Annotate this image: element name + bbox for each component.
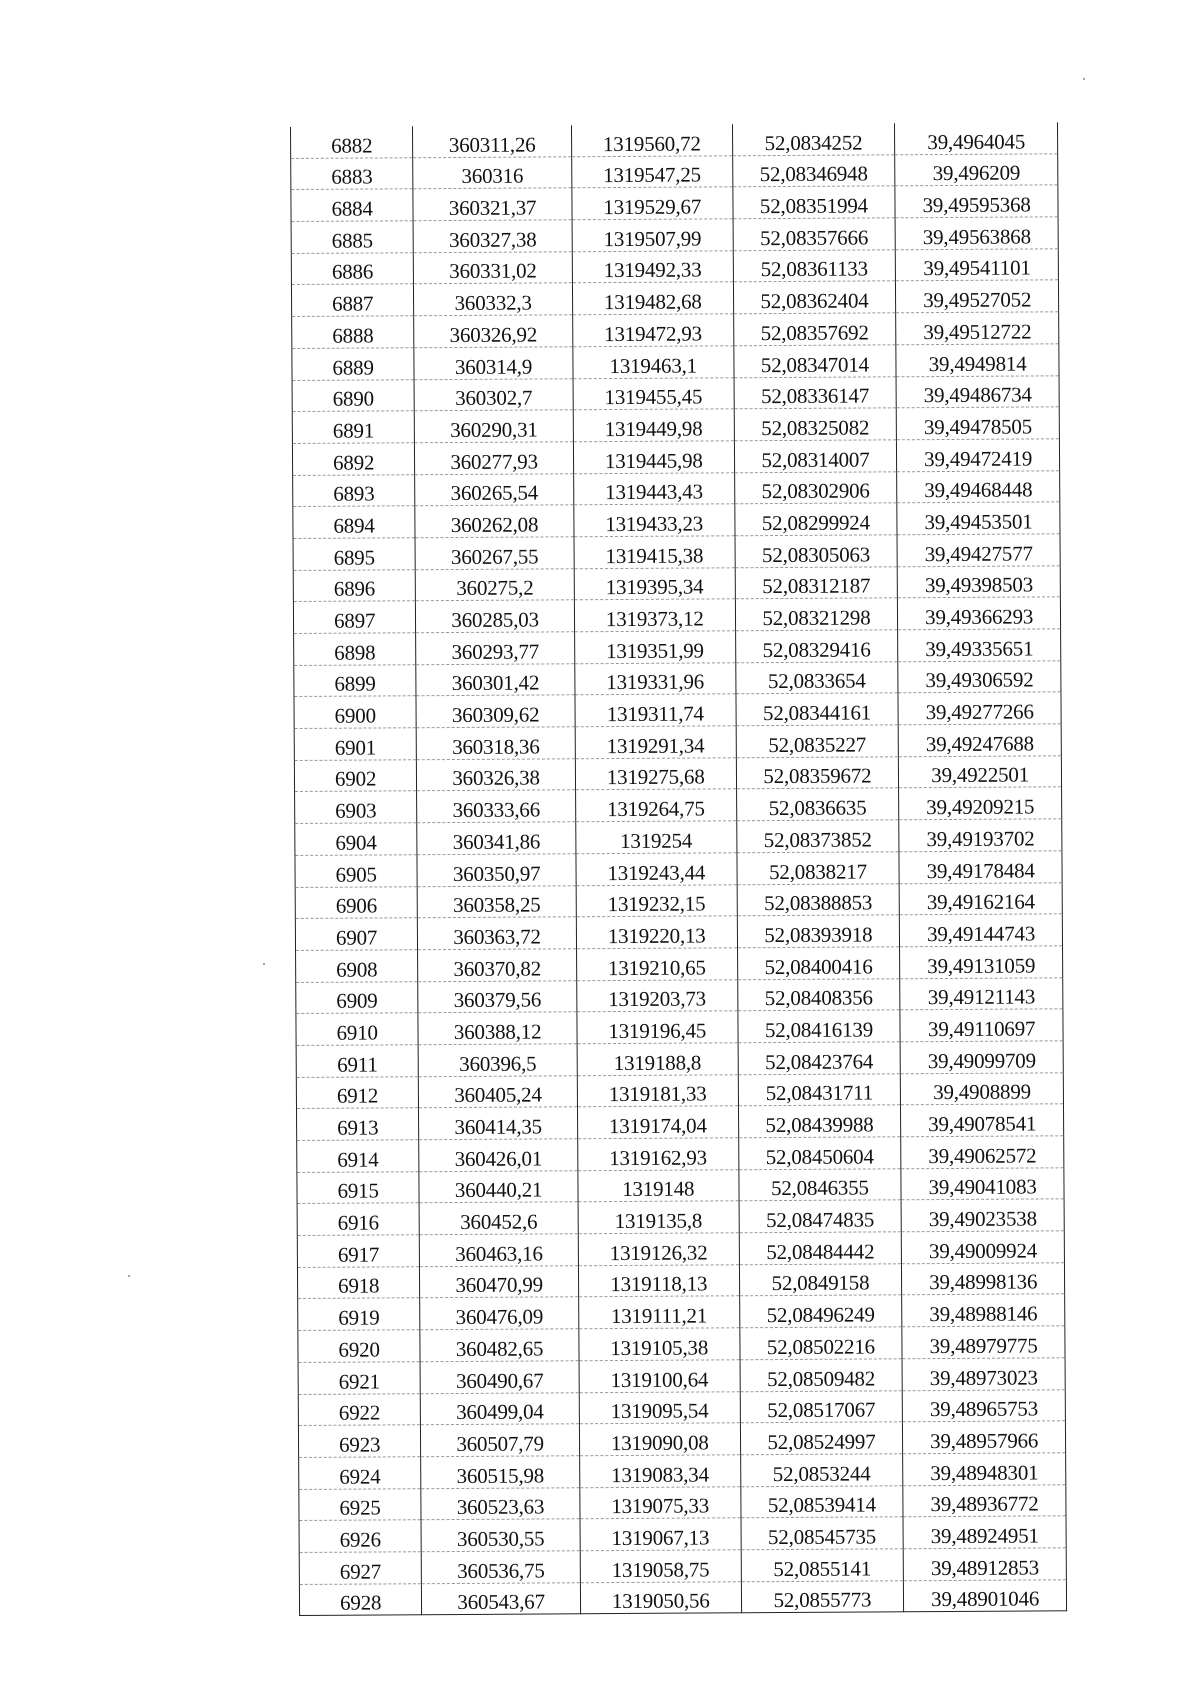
- y-coordinate-cell: 1319443,43: [574, 472, 735, 505]
- y-coordinate-cell: 1319083,34: [580, 1455, 741, 1488]
- latitude-cell: 52,0846355: [738, 1168, 901, 1201]
- x-coordinate-cell: 360405,24: [419, 1075, 578, 1108]
- longitude-cell: 39,4922501: [899, 756, 1062, 789]
- x-coordinate-cell: 360309,62: [416, 695, 575, 728]
- x-coordinate-cell: 360290,31: [415, 410, 574, 443]
- longitude-cell: 39,49398503: [897, 565, 1060, 598]
- table-row: [296, 946, 1063, 982]
- longitude-cell: 39,49541101: [896, 249, 1059, 282]
- y-coordinate-cell: 1319100,64: [579, 1360, 740, 1393]
- x-coordinate-cell: 360326,92: [414, 315, 573, 348]
- x-coordinate-cell: 360440,21: [419, 1170, 578, 1203]
- longitude-cell: 39,49453501: [897, 502, 1060, 535]
- point-number-cell: 6886: [291, 252, 413, 284]
- latitude-cell: 52,0835227: [736, 725, 899, 758]
- point-number-cell: 6915: [297, 1171, 419, 1203]
- x-coordinate-cell: 360426,01: [419, 1139, 578, 1172]
- longitude-cell: 39,48973023: [902, 1358, 1065, 1391]
- x-coordinate-cell: 360463,16: [420, 1234, 579, 1267]
- y-coordinate-cell: 1319243,44: [576, 853, 737, 886]
- latitude-cell: 52,08408356: [737, 978, 900, 1011]
- point-number-cell: 6896: [293, 569, 415, 601]
- latitude-cell: 52,08344161: [736, 693, 899, 726]
- latitude-cell: 52,08373852: [736, 820, 899, 853]
- longitude-cell: 39,49041083: [901, 1167, 1064, 1200]
- longitude-cell: 39,49062572: [901, 1136, 1064, 1169]
- y-coordinate-cell: 1319415,38: [574, 536, 735, 569]
- latitude-cell: 52,08351994: [732, 186, 895, 219]
- point-number-cell: 6918: [297, 1266, 419, 1298]
- table-row: [292, 439, 1059, 475]
- point-number-cell: 6885: [291, 221, 413, 253]
- x-coordinate-cell: 360530,55: [421, 1519, 580, 1552]
- point-number-cell: 6892: [292, 443, 414, 475]
- x-coordinate-cell: 360341,86: [417, 822, 576, 855]
- longitude-cell: 39,49099709: [900, 1041, 1063, 1074]
- longitude-cell: 39,49131059: [900, 946, 1063, 979]
- longitude-cell: 39,49306592: [898, 660, 1061, 693]
- y-coordinate-cell: 1319275,68: [575, 758, 736, 791]
- y-coordinate-cell: 1319492,33: [572, 251, 733, 284]
- longitude-cell: 39,49247688: [898, 724, 1061, 757]
- latitude-cell: 52,0853244: [740, 1454, 903, 1487]
- x-coordinate-cell: 360321,37: [413, 188, 572, 221]
- table-row: [295, 882, 1062, 918]
- longitude-cell: 39,4964045: [895, 122, 1058, 154]
- point-number-cell: 6911: [296, 1045, 418, 1077]
- point-number-cell: 6888: [292, 316, 414, 348]
- table-row: [296, 977, 1063, 1013]
- x-coordinate-cell: 360363,72: [418, 917, 577, 950]
- x-coordinate-cell: 360370,82: [418, 949, 577, 982]
- y-coordinate-cell: 1319373,12: [574, 599, 735, 632]
- latitude-cell: 52,0836635: [736, 788, 899, 821]
- longitude-cell: 39,48948301: [903, 1453, 1066, 1486]
- x-coordinate-cell: 360314,9: [414, 347, 573, 380]
- y-coordinate-cell: 1319210,65: [576, 948, 737, 981]
- latitude-cell: 52,0834252: [732, 123, 895, 155]
- table-row: [298, 1294, 1065, 1330]
- y-coordinate-cell: 1319331,96: [575, 662, 736, 695]
- y-coordinate-cell: 1319291,34: [575, 726, 736, 759]
- y-coordinate-cell: 1319395,34: [574, 567, 735, 600]
- latitude-cell: 52,0833654: [735, 661, 898, 694]
- longitude-cell: 39,49023538: [901, 1199, 1064, 1232]
- table-row: [297, 1231, 1064, 1267]
- y-coordinate-cell: 1319560,72: [571, 124, 732, 156]
- latitude-cell: 52,08302906: [734, 471, 897, 504]
- x-coordinate-cell: 360543,67: [422, 1582, 581, 1615]
- table-row: [291, 185, 1058, 221]
- table-row: [296, 1041, 1063, 1077]
- table-row: [299, 1548, 1066, 1584]
- table-row: [292, 344, 1059, 380]
- table-row: [299, 1484, 1066, 1520]
- table-row: [298, 1358, 1065, 1394]
- point-number-cell: 6889: [292, 348, 414, 380]
- table-row: [296, 1072, 1063, 1108]
- table-row: [292, 375, 1059, 411]
- longitude-cell: 39,49277266: [898, 692, 1061, 725]
- point-number-cell: 6914: [297, 1140, 419, 1172]
- latitude-cell: 52,08423764: [738, 1042, 901, 1075]
- longitude-cell: 39,49427577: [897, 534, 1060, 567]
- latitude-cell: 52,08474835: [739, 1200, 902, 1233]
- table-row: [291, 217, 1058, 253]
- latitude-cell: 52,08359672: [736, 757, 899, 790]
- point-number-cell: 6917: [297, 1235, 419, 1267]
- point-number-cell: 6909: [296, 981, 418, 1013]
- latitude-cell: 52,08539414: [740, 1485, 903, 1518]
- x-coordinate-cell: 360331,02: [414, 252, 573, 285]
- x-coordinate-cell: 360302,7: [414, 378, 573, 411]
- table-row: [294, 660, 1061, 696]
- y-coordinate-cell: 1319311,74: [575, 694, 736, 727]
- table-row: [293, 597, 1060, 633]
- y-coordinate-cell: 1319067,13: [580, 1518, 741, 1551]
- latitude-cell: 52,08325082: [734, 408, 897, 441]
- x-coordinate-cell: 360358,25: [417, 885, 576, 918]
- table-row: [291, 153, 1058, 189]
- coordinates-table-body: [291, 122, 1067, 1615]
- point-number-cell: 6927: [299, 1552, 421, 1584]
- x-coordinate-cell: 360293,77: [416, 632, 575, 665]
- point-number-cell: 6890: [292, 379, 414, 411]
- latitude-cell: 52,08517067: [740, 1390, 903, 1423]
- y-coordinate-cell: 1319264,75: [575, 789, 736, 822]
- x-coordinate-cell: 360267,55: [415, 537, 574, 570]
- longitude-cell: 39,48979775: [902, 1326, 1065, 1359]
- table-row: [293, 565, 1060, 601]
- x-coordinate-cell: 360326,38: [417, 759, 576, 792]
- table-row: [292, 312, 1059, 348]
- latitude-cell: 52,08357666: [733, 218, 896, 251]
- point-number-cell: 6884: [291, 189, 413, 221]
- y-coordinate-cell: 1319090,08: [579, 1423, 740, 1456]
- x-coordinate-cell: 360265,54: [415, 473, 574, 506]
- table-row: [294, 629, 1061, 665]
- y-coordinate-cell: 1319220,13: [576, 916, 737, 949]
- point-number-cell: 6907: [295, 918, 417, 950]
- x-coordinate-cell: 360470,99: [420, 1266, 579, 1299]
- point-number-cell: 6916: [297, 1203, 419, 1235]
- x-coordinate-cell: 360301,42: [416, 663, 575, 696]
- point-number-cell: 6908: [296, 950, 418, 982]
- table-row: [293, 470, 1060, 506]
- point-number-cell: 6897: [293, 601, 415, 633]
- point-number-cell: 6898: [294, 633, 416, 665]
- table-row: [294, 724, 1061, 760]
- longitude-cell: 39,48924951: [903, 1516, 1066, 1549]
- latitude-cell: 52,08400416: [737, 947, 900, 980]
- y-coordinate-cell: 1319196,45: [577, 1011, 738, 1044]
- y-coordinate-cell: 1319232,15: [576, 884, 737, 917]
- latitude-cell: 52,08416139: [737, 1010, 900, 1043]
- coordinates-table: [290, 122, 1067, 1616]
- longitude-cell: 39,48988146: [902, 1294, 1065, 1327]
- x-coordinate-cell: 360262,08: [415, 505, 574, 538]
- point-number-cell: 6900: [294, 696, 416, 728]
- y-coordinate-cell: 1319449,98: [573, 409, 734, 442]
- x-coordinate-cell: 360350,97: [417, 854, 576, 887]
- longitude-cell: 39,49193702: [899, 819, 1062, 852]
- scan-speck: [128, 1275, 130, 1277]
- table-row: [297, 1167, 1064, 1203]
- latitude-cell: 52,08361133: [733, 250, 896, 283]
- latitude-cell: 52,08321298: [735, 598, 898, 631]
- y-coordinate-cell: 1319351,99: [574, 631, 735, 664]
- point-number-cell: 6902: [294, 759, 416, 791]
- table-row: [296, 1009, 1063, 1045]
- point-number-cell: 6899: [294, 664, 416, 696]
- latitude-cell: 52,08336147: [734, 376, 897, 409]
- point-number-cell: 6887: [291, 284, 413, 316]
- longitude-cell: 39,48912853: [903, 1548, 1066, 1581]
- y-coordinate-cell: 1319181,33: [577, 1074, 738, 1107]
- latitude-cell: 52,08305063: [735, 535, 898, 568]
- y-coordinate-cell: 1319482,68: [572, 282, 733, 315]
- point-number-cell: 6905: [295, 855, 417, 887]
- latitude-cell: 52,08357692: [733, 313, 896, 346]
- y-coordinate-cell: 1319162,93: [578, 1138, 739, 1171]
- latitude-cell: 52,08509482: [740, 1359, 903, 1392]
- table-row: [292, 407, 1059, 443]
- point-number-cell: 6912: [296, 1076, 418, 1108]
- y-coordinate-cell: 1319203,73: [577, 979, 738, 1012]
- longitude-cell: 39,49472419: [897, 439, 1060, 472]
- point-number-cell: 6883: [291, 157, 413, 189]
- latitude-cell: 52,08393918: [737, 915, 900, 948]
- point-number-cell: 6919: [298, 1298, 420, 1330]
- y-coordinate-cell: 1319507,99: [572, 219, 733, 252]
- longitude-cell: 39,49512722: [896, 312, 1059, 345]
- x-coordinate-cell: 360277,93: [415, 442, 574, 475]
- point-number-cell: 6925: [299, 1488, 421, 1520]
- latitude-cell: 52,08524997: [740, 1422, 903, 1455]
- y-coordinate-cell: 1319135,8: [578, 1201, 739, 1234]
- point-number-cell: 6904: [295, 823, 417, 855]
- table-row: [294, 692, 1061, 728]
- x-coordinate-cell: 360490,67: [420, 1361, 579, 1394]
- x-coordinate-cell: 360499,04: [421, 1392, 580, 1425]
- longitude-cell: 39,49563868: [895, 217, 1058, 250]
- x-coordinate-cell: 360396,5: [418, 1044, 577, 1077]
- x-coordinate-cell: 360388,12: [418, 1012, 577, 1045]
- table-row: [291, 122, 1058, 158]
- longitude-cell: 39,4949814: [896, 344, 1059, 377]
- latitude-cell: 52,0855773: [741, 1580, 904, 1613]
- table-row: [294, 756, 1061, 792]
- longitude-cell: 39,49144743: [900, 914, 1063, 947]
- longitude-cell: 39,49110697: [900, 1009, 1063, 1042]
- y-coordinate-cell: 1319075,33: [580, 1486, 741, 1519]
- point-number-cell: 6906: [295, 886, 417, 918]
- latitude-cell: 52,08329416: [735, 630, 898, 663]
- y-coordinate-cell: 1319148: [578, 1169, 739, 1202]
- latitude-cell: 52,08388853: [737, 883, 900, 916]
- table-row: [291, 280, 1058, 316]
- latitude-cell: 52,08502216: [739, 1327, 902, 1360]
- x-coordinate-cell: 360452,6: [419, 1202, 578, 1235]
- y-coordinate-cell: 1319118,13: [578, 1265, 739, 1298]
- longitude-cell: 39,4908899: [901, 1072, 1064, 1105]
- x-coordinate-cell: 360311,26: [413, 125, 572, 157]
- latitude-cell: 52,08439988: [738, 1105, 901, 1138]
- point-number-cell: 6913: [296, 1108, 418, 1140]
- longitude-cell: 39,48901046: [904, 1579, 1067, 1612]
- x-coordinate-cell: 360327,38: [413, 220, 572, 253]
- point-number-cell: 6921: [298, 1362, 420, 1394]
- longitude-cell: 39,496209: [895, 153, 1058, 186]
- point-number-cell: 6923: [298, 1425, 420, 1457]
- latitude-cell: 52,08312187: [735, 566, 898, 599]
- table-row: [299, 1516, 1066, 1552]
- y-coordinate-cell: 1319050,56: [580, 1581, 741, 1614]
- longitude-cell: 39,49595368: [895, 185, 1058, 218]
- x-coordinate-cell: 360316: [413, 156, 572, 189]
- latitude-cell: 52,08314007: [734, 440, 897, 473]
- x-coordinate-cell: 360523,63: [421, 1487, 580, 1520]
- x-coordinate-cell: 360476,09: [420, 1297, 579, 1330]
- table-row: [298, 1389, 1065, 1425]
- x-coordinate-cell: 360318,36: [416, 727, 575, 760]
- x-coordinate-cell: 360515,98: [421, 1456, 580, 1489]
- point-number-cell: 6893: [293, 474, 415, 506]
- table-row: [295, 819, 1062, 855]
- longitude-cell: 39,49162164: [899, 882, 1062, 915]
- point-number-cell: 6882: [291, 126, 413, 158]
- x-coordinate-cell: 360536,75: [421, 1551, 580, 1584]
- latitude-cell: 52,08362404: [733, 281, 896, 314]
- y-coordinate-cell: 1319433,23: [574, 504, 735, 537]
- y-coordinate-cell: 1319529,67: [572, 187, 733, 220]
- table-row: [295, 787, 1062, 823]
- longitude-cell: 39,49009924: [902, 1231, 1065, 1264]
- latitude-cell: 52,08347014: [733, 345, 896, 378]
- y-coordinate-cell: 1319547,25: [572, 155, 733, 188]
- longitude-cell: 39,49527052: [896, 280, 1059, 313]
- latitude-cell: 52,0838217: [737, 852, 900, 885]
- latitude-cell: 52,08299924: [734, 503, 897, 536]
- y-coordinate-cell: 1319095,54: [579, 1391, 740, 1424]
- point-number-cell: 6928: [299, 1583, 421, 1615]
- table-row: [299, 1453, 1066, 1489]
- longitude-cell: 39,49478505: [896, 407, 1059, 440]
- point-number-cell: 6926: [299, 1520, 421, 1552]
- longitude-cell: 39,49335651: [898, 629, 1061, 662]
- longitude-cell: 39,49178484: [899, 851, 1062, 884]
- longitude-cell: 39,49366293: [898, 597, 1061, 630]
- table-row: [296, 1104, 1063, 1140]
- longitude-cell: 39,49209215: [899, 787, 1062, 820]
- longitude-cell: 39,49486734: [896, 375, 1059, 408]
- x-coordinate-cell: 360414,35: [419, 1107, 578, 1140]
- longitude-cell: 39,48965753: [902, 1389, 1065, 1422]
- longitude-cell: 39,49078541: [901, 1104, 1064, 1137]
- table-row: [295, 851, 1062, 887]
- table-row: [295, 914, 1062, 950]
- x-coordinate-cell: 360332,3: [414, 283, 573, 316]
- y-coordinate-cell: 1319445,98: [573, 441, 734, 474]
- longitude-cell: 39,49468448: [897, 470, 1060, 503]
- table-row: [291, 249, 1058, 285]
- latitude-cell: 52,0849158: [739, 1264, 902, 1297]
- y-coordinate-cell: 1319058,75: [580, 1550, 741, 1583]
- latitude-cell: 52,08545735: [741, 1517, 904, 1550]
- table-row: [297, 1263, 1064, 1299]
- latitude-cell: 52,08484442: [739, 1232, 902, 1265]
- point-number-cell: 6894: [293, 506, 415, 538]
- y-coordinate-cell: 1319455,45: [573, 377, 734, 410]
- y-coordinate-cell: 1319174,04: [577, 1106, 738, 1139]
- point-number-cell: 6924: [299, 1457, 421, 1489]
- point-number-cell: 6895: [293, 538, 415, 570]
- point-number-cell: 6910: [296, 1013, 418, 1045]
- scan-speck: [1083, 78, 1085, 80]
- latitude-cell: 52,08346948: [732, 154, 895, 187]
- longitude-cell: 39,48957966: [903, 1421, 1066, 1454]
- y-coordinate-cell: 1319254: [576, 821, 737, 854]
- table-row: [298, 1421, 1065, 1457]
- y-coordinate-cell: 1319463,1: [573, 346, 734, 379]
- point-number-cell: 6891: [292, 411, 414, 443]
- point-number-cell: 6901: [294, 728, 416, 760]
- longitude-cell: 39,49121143: [900, 977, 1063, 1010]
- x-coordinate-cell: 360285,03: [416, 600, 575, 633]
- table-row: [293, 502, 1060, 538]
- table-row: [293, 534, 1060, 570]
- x-coordinate-cell: 360379,56: [418, 980, 577, 1013]
- point-number-cell: 6920: [298, 1330, 420, 1362]
- x-coordinate-cell: 360333,66: [417, 790, 576, 823]
- x-coordinate-cell: 360275,2: [415, 568, 574, 601]
- latitude-cell: 52,08431711: [738, 1073, 901, 1106]
- scan-speck: [263, 963, 265, 965]
- table-row: [299, 1579, 1066, 1615]
- latitude-cell: 52,08496249: [739, 1295, 902, 1328]
- table-row: [297, 1199, 1064, 1235]
- x-coordinate-cell: 360482,65: [420, 1329, 579, 1362]
- latitude-cell: 52,0855141: [741, 1549, 904, 1582]
- x-coordinate-cell: 360507,79: [421, 1424, 580, 1457]
- y-coordinate-cell: 1319105,38: [579, 1328, 740, 1361]
- longitude-cell: 39,48998136: [902, 1263, 1065, 1296]
- y-coordinate-cell: 1319472,93: [573, 314, 734, 347]
- table-row: [298, 1326, 1065, 1362]
- y-coordinate-cell: 1319188,8: [577, 1043, 738, 1076]
- y-coordinate-cell: 1319111,21: [579, 1296, 740, 1329]
- longitude-cell: 39,48936772: [903, 1484, 1066, 1517]
- latitude-cell: 52,08450604: [738, 1137, 901, 1170]
- point-number-cell: 6903: [295, 791, 417, 823]
- table-row: [297, 1136, 1064, 1172]
- point-number-cell: 6922: [298, 1393, 420, 1425]
- y-coordinate-cell: 1319126,32: [578, 1233, 739, 1266]
